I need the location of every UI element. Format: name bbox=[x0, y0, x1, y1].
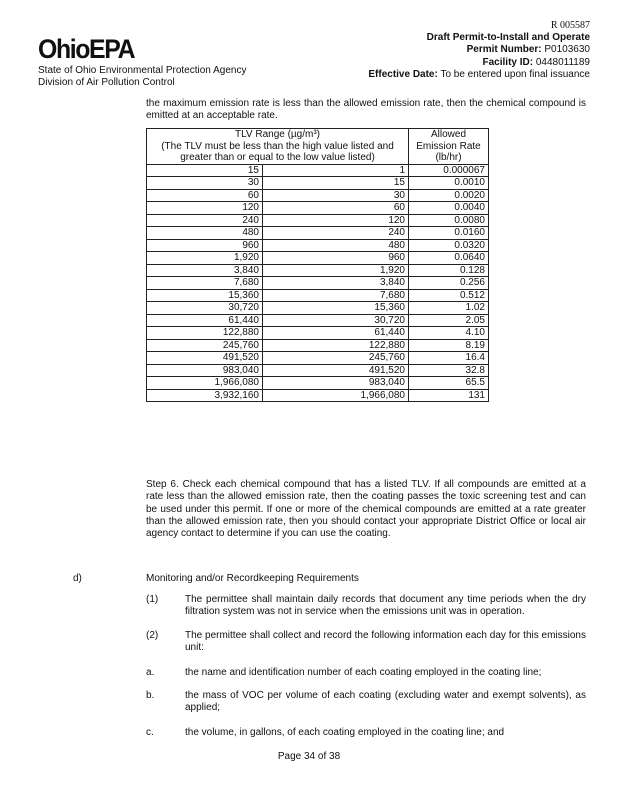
emission-rate-cell: 0.128 bbox=[409, 264, 489, 277]
tlv-high-cell: 1,966,080 bbox=[147, 377, 263, 390]
subitem-c-text: the volume, in gallons, of each coating employed in the coating line; and bbox=[185, 727, 505, 738]
table-row bbox=[147, 314, 489, 327]
tlv-range-title: TLV Range (µg/m³) bbox=[234, 129, 321, 140]
emission-rate-cell: 0.000067 bbox=[409, 164, 489, 177]
permit-number: P0103630 bbox=[544, 44, 590, 56]
emission-rate-cell: 0.0640 bbox=[409, 252, 489, 265]
table-row bbox=[147, 364, 489, 377]
table-row bbox=[147, 389, 489, 402]
emission-rate-cell: 0.0080 bbox=[409, 214, 489, 227]
table-row bbox=[147, 352, 489, 365]
reference-number: R 005587 bbox=[550, 20, 590, 31]
tlv-high-cell: 7,680 bbox=[147, 277, 263, 290]
tlv-low-cell: 3,840 bbox=[263, 277, 409, 290]
item-1-text: The permittee shall maintain daily records that document any time periods when the dry filtration system was not in service when the emissions unit was in operation. bbox=[185, 594, 586, 618]
tlv-high-cell: 15,360 bbox=[147, 289, 263, 302]
table-row bbox=[147, 289, 489, 302]
emission-rate-cell: 0.256 bbox=[409, 277, 489, 290]
emission-rate-cell: 0.0020 bbox=[409, 189, 489, 202]
emission-rate-cell: 0.0320 bbox=[409, 239, 489, 252]
emission-rate-cell: 1.02 bbox=[409, 302, 489, 315]
permit-header bbox=[368, 20, 590, 81]
item-2-number: (2) bbox=[146, 630, 159, 641]
tlv-low-cell: 491,520 bbox=[263, 364, 409, 377]
tlv-high-cell: 491,520 bbox=[147, 352, 263, 365]
tlv-low-cell: 15,360 bbox=[263, 302, 409, 315]
step6-paragraph: Step 6. Check each chemical compound that has a listed TLV. If all compounds are emitted at a rate less than the allowed emission rate, then the coating passes the toxic screening test and can be used under this permit. If one or more of the chemical compounds are emitted at a rate greater than the allowed emission rate, then you should contact your appropriate District Office or local air agency contact to determine if you can use the coating. bbox=[146, 479, 586, 540]
section-d-label: d) bbox=[73, 573, 82, 584]
subitem-a-number: a. bbox=[146, 667, 155, 678]
tlv-high-cell: 480 bbox=[147, 227, 263, 240]
tlv-low-cell: 15 bbox=[263, 177, 409, 190]
emission-rate-cell: 0.0010 bbox=[409, 177, 489, 190]
emission-rate-cell: 8.19 bbox=[409, 339, 489, 352]
emission-rate-cell: 32.8 bbox=[409, 364, 489, 377]
tlv-high-cell: 983,040 bbox=[147, 364, 263, 377]
emission-rate-cell: 4.10 bbox=[409, 327, 489, 340]
permit-type: Draft Permit-to-Install and Operate bbox=[426, 32, 590, 44]
agency-info bbox=[38, 65, 246, 89]
tlv-high-cell: 122,880 bbox=[147, 327, 263, 340]
tlv-high-cell: 240 bbox=[147, 214, 263, 227]
emission-rate-cell: 131 bbox=[409, 389, 489, 402]
tlv-range-header bbox=[147, 129, 409, 165]
tlv-table-body bbox=[147, 164, 489, 402]
tlv-low-cell: 30,720 bbox=[263, 314, 409, 327]
tlv-low-cell: 1 bbox=[263, 164, 409, 177]
subitem-b-number: b. bbox=[146, 690, 155, 701]
table-row bbox=[147, 202, 489, 215]
table-row bbox=[147, 377, 489, 390]
table-row bbox=[147, 239, 489, 252]
tlv-low-cell: 983,040 bbox=[263, 377, 409, 390]
tlv-high-cell: 60 bbox=[147, 189, 263, 202]
item-2-text: The permittee shall collect and record the following information each day for this emissions unit: bbox=[185, 630, 586, 654]
emission-rate-cell: 0.512 bbox=[409, 289, 489, 302]
tlv-high-cell: 15 bbox=[147, 164, 263, 177]
tlv-high-cell: 30 bbox=[147, 177, 263, 190]
tlv-low-cell: 1,966,080 bbox=[263, 389, 409, 402]
table-row bbox=[147, 177, 489, 190]
tlv-low-cell: 120 bbox=[263, 214, 409, 227]
table-row bbox=[147, 189, 489, 202]
tlv-low-cell: 7,680 bbox=[263, 289, 409, 302]
tlv-low-cell: 30 bbox=[263, 189, 409, 202]
tlv-high-cell: 3,840 bbox=[147, 264, 263, 277]
effective-date-label: Effective Date: bbox=[368, 68, 438, 80]
emission-rate-cell: 0.0040 bbox=[409, 202, 489, 215]
table-row bbox=[147, 214, 489, 227]
section-d-title: Monitoring and/or Recordkeeping Requirements bbox=[146, 573, 359, 584]
tlv-low-cell: 960 bbox=[263, 252, 409, 265]
tlv-table bbox=[146, 128, 489, 402]
tlv-low-cell: 122,880 bbox=[263, 339, 409, 352]
table-row bbox=[147, 339, 489, 352]
allowed-emission-header: Allowed Emission Rate (lb/hr) bbox=[409, 129, 489, 165]
table-row bbox=[147, 164, 489, 177]
permit-number-label: Permit Number: bbox=[466, 44, 542, 56]
item-1-number: (1) bbox=[146, 594, 159, 605]
division-name: Division of Air Pollution Control bbox=[38, 77, 175, 88]
tlv-low-cell: 1,920 bbox=[263, 264, 409, 277]
tlv-high-cell: 30,720 bbox=[147, 302, 263, 315]
tlv-high-cell: 960 bbox=[147, 239, 263, 252]
emission-rate-cell: 65.5 bbox=[409, 377, 489, 390]
subitem-a-text: the name and identification number of each coating employed in the coating line; bbox=[185, 667, 542, 678]
tlv-high-cell: 61,440 bbox=[147, 314, 263, 327]
tlv-low-cell: 240 bbox=[263, 227, 409, 240]
tlv-low-cell: 480 bbox=[263, 239, 409, 252]
table-row bbox=[147, 327, 489, 340]
tlv-high-cell: 1,920 bbox=[147, 252, 263, 265]
tlv-low-cell: 60 bbox=[263, 202, 409, 215]
intro-paragraph: the maximum emission rate is less than the allowed emission rate, then the chemical compound is emitted at an acceptable rate. bbox=[146, 98, 586, 122]
agency-name: State of Ohio Environmental Protection Agency bbox=[38, 65, 247, 76]
table-header-row bbox=[147, 129, 489, 165]
table-row bbox=[147, 277, 489, 290]
emission-rate-cell: 2.05 bbox=[409, 314, 489, 327]
table-row bbox=[147, 264, 489, 277]
tlv-high-cell: 245,760 bbox=[147, 339, 263, 352]
table-row bbox=[147, 302, 489, 315]
tlv-low-cell: 61,440 bbox=[263, 327, 409, 340]
table-row bbox=[147, 252, 489, 265]
tlv-high-cell: 3,932,160 bbox=[147, 389, 263, 402]
tlv-low-cell: 245,760 bbox=[263, 352, 409, 365]
tlv-range-note: (The TLV must be less than the high value listed and greater than or equal to the low value listed) bbox=[161, 140, 394, 163]
subitem-c-number: c. bbox=[146, 727, 154, 738]
emission-rate-cell: 0.0160 bbox=[409, 227, 489, 240]
table-row bbox=[147, 227, 489, 240]
page-number: Page 34 of 38 bbox=[277, 751, 341, 762]
tlv-high-cell: 120 bbox=[147, 202, 263, 215]
emission-rate-cell: 16.4 bbox=[409, 352, 489, 365]
subitem-b-text: the mass of VOC per volume of each coating (excluding water and exempt solvents), as applied; bbox=[185, 690, 586, 714]
facility-id-label: Facility ID: bbox=[482, 56, 534, 68]
effective-date: To be entered upon final issuance bbox=[440, 68, 590, 80]
ohio-epa-logo: OhioEPA bbox=[38, 34, 135, 64]
facility-id: 0448011189 bbox=[535, 56, 590, 68]
